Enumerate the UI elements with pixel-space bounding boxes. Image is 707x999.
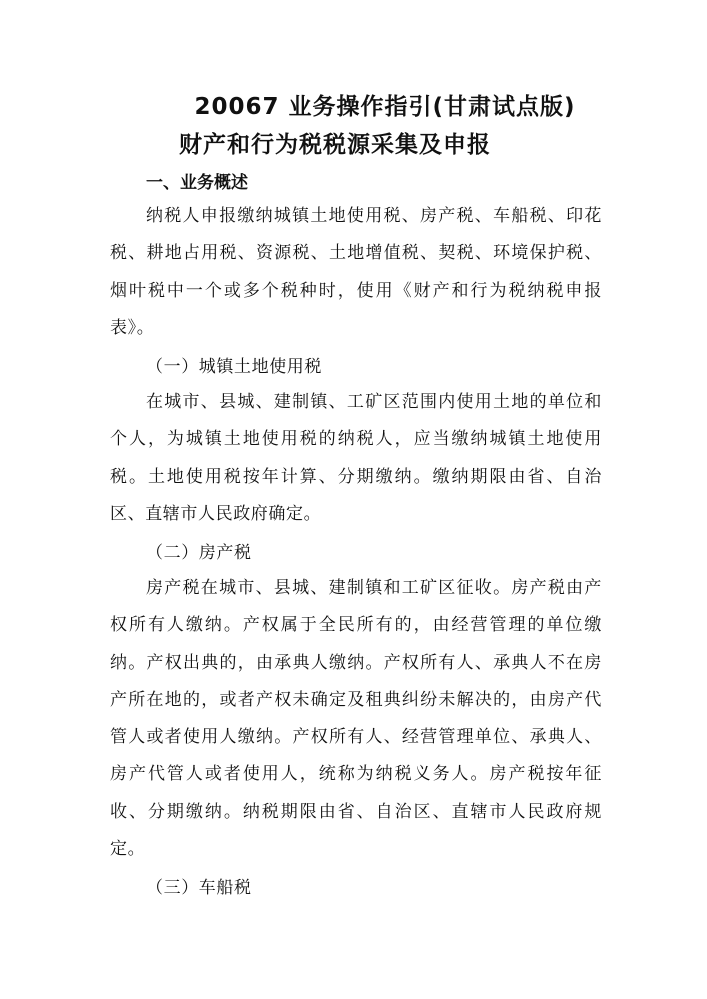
property-tax-paragraph: 房产税在城市、县城、建制镇和工矿区征收。房产税由产权所有人缴纳。产权属于全民所有的，由经营管理的单位缴纳。产权出典的，由承典人缴纳。产权所有人、承典人不在房产所在地的，或者产权未确定及租典纠纷未解决的，由房产代管人或者使用人缴纳。产权所有人、经营管理单位、承典人、房产代管人或者使用人，统称为纳税义务人。房产税按年征收、分期缴纳。纳税期限由省、自治区、直辖市人民政府规定。 [110,578,602,860]
subsection-heading-land-use-tax: （一）城镇土地使用税 [146,357,322,377]
document-title-line-2: 财产和行为税税源采集及申报 [179,132,491,158]
section-heading-overview: 一、业务概述 [146,173,248,193]
subsection-heading-property-tax: （二）房产税 [146,543,252,563]
subsection-heading-vehicle-vessel-tax: （三）车船税 [146,878,252,898]
land-use-tax-paragraph: 在城市、县城、建制镇、工矿区范围内使用土地的单位和个人，为城镇土地使用税的纳税人，应当缴纳城镇土地使用税。土地使用税按年计算、分期缴纳。缴纳期限由省、自治区、直辖市人民政府确定。 [110,392,602,524]
overview-paragraph: 纳税人申报缴纳城镇土地使用税、房产税、车船税、印花税、耕地占用税、资源税、土地增值税、契税、环境保护税、烟叶税中一个或多个税种时，使用《财产和行为税纳税申报表》。 [110,206,602,338]
document-title-line-1: 20067 业务操作指引(甘肃试点版) [194,94,576,120]
